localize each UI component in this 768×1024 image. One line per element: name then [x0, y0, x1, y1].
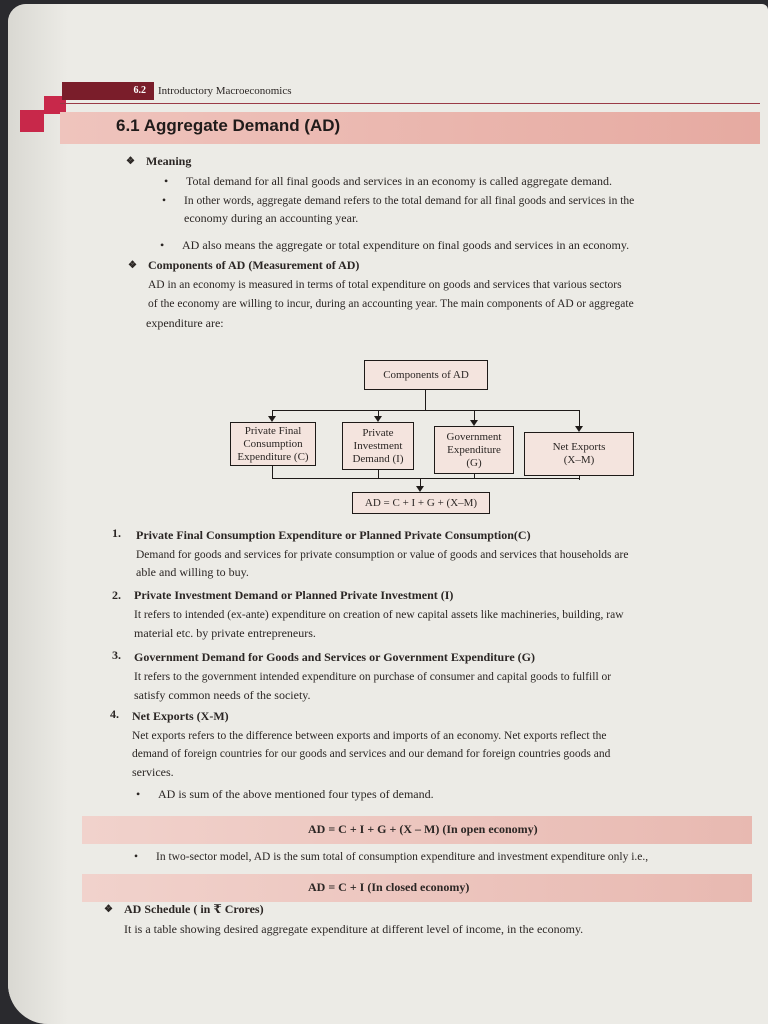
- section-title: 6.1 Aggregate Demand (AD): [116, 116, 341, 135]
- flowchart-connector: [378, 470, 379, 478]
- components-para-2: of the economy are willing to incur, during an accounting year. The main components of AD or aggregate: [148, 298, 634, 310]
- flowchart-box-i: [342, 422, 414, 470]
- flowchart-box-g-line-1: Government: [446, 430, 502, 443]
- meaning-bullet-2: • In other words, aggregate demand refers to the total demand for all final goods and services in the: [184, 194, 634, 209]
- page-binding-shadow: [8, 4, 68, 1024]
- components-para-1: AD in an economy is measured in terms of total expenditure on goods and services that various sectors: [148, 279, 622, 291]
- meaning-bullet-2-cont: economy during an accounting year.: [184, 211, 359, 225]
- textbook-page: [8, 4, 768, 1024]
- book-title: Introductory Macroeconomics: [158, 85, 292, 97]
- list-number-4: 4.: [110, 707, 119, 721]
- flowchart-box-g-line-3: (G): [466, 456, 482, 469]
- flowchart-formula-box: [352, 492, 490, 514]
- flowchart-box-xm-line-1: Net Exports: [552, 441, 606, 453]
- flowchart-box-g: [434, 426, 514, 474]
- flowchart-box-c-line-1: Private Final: [244, 424, 302, 437]
- components-heading: ❖ Components of AD (Measurement of AD): [148, 258, 359, 273]
- flowchart-formula: AD = C + I + G + (X–M): [364, 496, 478, 509]
- list-item-1-line-2: able and willing to buy.: [136, 565, 249, 579]
- formula-closed-economy: AD = C + I (In closed economy): [308, 880, 470, 894]
- meaning-bullet-3: • AD also means the aggregate or total expenditure on final goods and services in an economy.: [182, 238, 629, 253]
- flowchart-box-xm-line-2: (X–M): [563, 454, 595, 466]
- list-number-3: 3.: [112, 648, 121, 662]
- schedule-text: It is a table showing desired aggregate expenditure at different level of income, in the economy.: [124, 922, 584, 936]
- list-item-3-line-2: satisfy common needs of the society.: [134, 688, 311, 702]
- flowchart-connector: [425, 390, 426, 410]
- schedule-heading: ❖ AD Schedule ( in ₹ Crores): [124, 902, 264, 917]
- flowchart-box-g-line-2: Expenditure: [447, 443, 501, 456]
- note-bullet-1: • AD is sum of the above mentioned four types of demand.: [158, 787, 434, 802]
- flowchart-top-box: [364, 360, 488, 390]
- flowchart-top-label: Components of AD: [383, 368, 469, 381]
- flowchart-box-c-line-2: Consumption: [243, 437, 303, 450]
- components-para-3: expenditure are:: [146, 316, 224, 330]
- flowchart-box-xm: [524, 432, 634, 476]
- list-item-1-title: Private Final Consumption Expenditure or Planned Private Consumption(C): [136, 528, 531, 542]
- list-number-1: 1.: [112, 526, 121, 540]
- list-item-3-line-1: It refers to the government intended expenditure on purchase of consumer and capital goods to fulfill or: [134, 671, 612, 683]
- flowchart-connector: [272, 478, 580, 479]
- list-item-4-title: Net Exports (X-M): [132, 709, 229, 723]
- flowchart-box-c: [230, 422, 316, 466]
- list-item-2-title: Private Investment Demand or Planned Private Investment (I): [134, 588, 454, 602]
- list-item-4-line-2: demand of foreign countries for our goods and services and our demand for foreign countries goods and: [132, 748, 611, 760]
- list-item-4-line-1: Net exports refers to the difference between exports and imports of an economy. Net exports reflect the: [132, 730, 607, 742]
- flowchart-connector: [272, 410, 580, 411]
- decorative-corner-block: [20, 110, 44, 132]
- page-section-number: 6.2: [62, 82, 154, 100]
- flowchart-connector: [272, 466, 273, 478]
- meaning-heading: ❖ Meaning: [146, 154, 191, 169]
- list-item-1-line-1: Demand for goods and services for private consumption or value of goods and services that households are: [136, 549, 629, 561]
- flowchart-box-i-line-2: Investment: [353, 439, 403, 452]
- formula-open-economy: AD = C + I + G + (X – M) (In open economy): [308, 822, 538, 836]
- list-item-3-title: Government Demand for Goods and Services or Government Expenditure (G): [134, 650, 535, 664]
- flowchart-box-c-line-3: Expenditure (C): [237, 450, 309, 463]
- list-number-2: 2.: [112, 588, 121, 602]
- flowchart-box-i-line-3: Demand (I): [352, 452, 404, 465]
- meaning-bullet-1: • Total demand for all final goods and services in an economy is called aggregate demand.: [186, 174, 612, 189]
- flowchart-box-i-line-1: Private: [362, 426, 394, 439]
- list-item-2-line-2: material etc. by private entrepreneurs.: [134, 626, 316, 640]
- list-item-4-line-3: services.: [132, 765, 174, 779]
- note-bullet-2: • In two-sector model, AD is the sum total of consumption expenditure and investment expenditure only i.e.,: [156, 850, 648, 865]
- list-item-2-line-1: It refers to intended (ex-ante) expenditure on creation of new capital assets like machineries, building, raw: [134, 609, 624, 621]
